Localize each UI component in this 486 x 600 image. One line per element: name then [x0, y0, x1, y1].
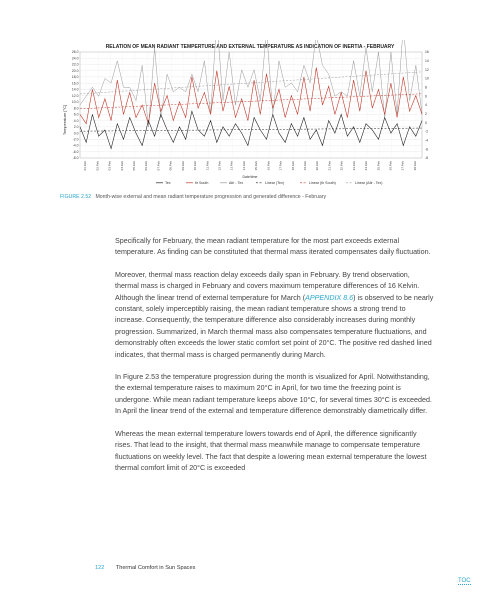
legend-label: Linear (Δtlr - Tex) — [355, 181, 383, 185]
x-axis-label: Date/time — [242, 175, 258, 179]
x-tick-label: 26.Feb — [388, 161, 393, 171]
y2-tick-label: 14 — [425, 59, 429, 64]
paragraph-2-part-b: ) is observed to be nearly constant, solely imperceptibly raising, the mean radiant temperature shows a strong trend to increase. Consequently, the temperature difference also considerably increases during monthly progression. Summarized, in March thermal mass also compensates temperature fluctuations, and demonstrably often exceeds the lower static comfort set point of 20°C. The positive red dashed lined indicates, that thermal mass is charged permanently during March. — [115, 293, 434, 359]
toc-link[interactable]: TOC — [458, 578, 471, 584]
x-tick-label: 20.Feb — [315, 161, 320, 171]
x-tick-label: 06.Feb — [144, 161, 149, 171]
y-axis-ticks — [72, 50, 79, 160]
temperature-chart — [60, 40, 440, 190]
y-tick-label: 20.0 — [71, 68, 79, 73]
y-tick-label: 6.0 — [73, 112, 79, 117]
x-tick-label: 08.Feb — [168, 161, 173, 171]
x-tick-label: 13.Feb — [229, 161, 234, 171]
paragraph-3: In Figure 2.53 the temperature progression during the month is visualized for April. Notwithstanding, the external temperature raises to maximum 20°C in April, for two time the freezing point is undergone. While mean radiant temperature keeps above 10°C, for several times 30°C is exceeded. In April the linear trend of the external and temperature difference demonstrably diametrically differ. — [115, 373, 432, 416]
y2-tick-label: 6 — [425, 94, 427, 99]
chart-legend — [156, 181, 383, 185]
y2-tick-label: 8 — [425, 85, 427, 90]
x-tick-label: 25.Feb — [376, 161, 381, 171]
paragraph-1: Specifically for February, the mean radiant temperature for the most part exceeds external temperature. As finding can be constituted that thermal mass iterated compensates daily fluctuation. — [115, 237, 431, 257]
x-tick-label: 02.Feb — [95, 161, 100, 171]
y2-tick-label: -2 — [425, 129, 429, 134]
chart-grid — [80, 52, 422, 158]
paragraph-2-part-a: Moreover, thermal mass reaction delay exceeds daily span in February. By trend observation, thermal mass is charged in February and covers maximum temperature differences of 16 Kelvin. Although the linear trend of external temperature for March ( — [115, 270, 420, 302]
y2-axis-ticks — [425, 50, 429, 160]
x-tick-label: 05.Feb — [131, 161, 136, 171]
y-axis-label: Temperature [°C] — [62, 104, 67, 136]
legend-label: Tex — [165, 181, 171, 185]
y2-tick-label: -4 — [425, 138, 429, 143]
chart-series — [80, 40, 422, 149]
legend-label: Δtlr - Tex — [229, 181, 244, 185]
page-number: 122 — [95, 565, 105, 571]
y-tick-label: 16.0 — [71, 81, 79, 86]
x-tick-label: 09.Feb — [180, 161, 185, 171]
x-tick-label: 28.Feb — [412, 161, 417, 171]
chart-title: RELATION OF MEAN RADIANT TEMPERTURE AND EXTERNAL TEMPERATURE AS INDICATION OF INERTIA - FEBRUARY — [105, 44, 395, 50]
body-text — [115, 236, 435, 485]
x-tick-label: 19.Feb — [302, 161, 307, 171]
y-tick-label: 26.0 — [71, 50, 79, 55]
y-tick-label: 14.0 — [71, 87, 79, 92]
paragraph-4: Whereas the mean external temperature lowers towards end of April, the difference significantly rises. That lead to the insight, that thermal mass meanwhile manage to compensate temperature fluctuations on weekly level. The fact that despite a lowering mean external temperature the lowest thermal comfort limit of 20°C is exceeded — [115, 429, 427, 472]
legend-label: tlr South — [195, 181, 209, 185]
x-tick-label: 22.Feb — [339, 161, 344, 171]
y-tick-label: -4.0 — [72, 143, 79, 148]
y2-tick-label: 10 — [425, 76, 429, 81]
legend-label: Linear (Tex) — [265, 181, 284, 185]
series-line-2 — [80, 40, 422, 127]
y-tick-label: 0.0 — [73, 131, 79, 136]
x-tick-label: 27.Feb — [400, 161, 405, 171]
page-footer — [95, 565, 195, 571]
y2-tick-label: 4 — [425, 103, 427, 108]
y-tick-label: 12.0 — [71, 93, 79, 98]
plot-frame — [80, 52, 422, 158]
x-tick-label: 16.Feb — [266, 161, 271, 171]
legend-label: Linear (tlr South) — [309, 181, 336, 185]
y2-tick-label: -8 — [425, 156, 429, 161]
x-tick-label: 11.Feb — [205, 161, 210, 171]
x-tick-label: 17.Feb — [278, 161, 283, 171]
y2-tick-label: -6 — [425, 147, 429, 152]
appendix-link[interactable]: APPENDIX 8.6 — [305, 293, 354, 302]
paragraph-2 — [115, 270, 435, 361]
figure-caption — [60, 194, 440, 200]
figure-caption-text: Month-wise external and mean radiant temperature progression and generated difference - February — [95, 194, 327, 200]
x-tick-label: 04.Feb — [119, 161, 124, 171]
y-tick-label: 8.0 — [73, 106, 79, 111]
x-tick-label: 14.Feb — [241, 161, 246, 171]
y-tick-label: 4.0 — [73, 118, 79, 123]
y-tick-label: -8.0 — [72, 156, 79, 161]
x-tick-label: 24.Feb — [364, 161, 369, 171]
y-tick-label: -2.0 — [72, 137, 79, 142]
x-tick-label: 07.Feb — [156, 161, 161, 171]
y-tick-label: 18.0 — [71, 75, 79, 80]
y-tick-label: 2.0 — [73, 125, 79, 130]
x-tick-label: 18.Feb — [290, 161, 295, 171]
x-tick-label: 01.Feb — [83, 161, 88, 171]
x-tick-label: 23.Feb — [351, 161, 356, 171]
series-line-0 — [80, 111, 422, 148]
x-tick-label: 10.Feb — [193, 161, 198, 171]
x-tick-label: 03.Feb — [107, 161, 112, 171]
y2-tick-label: 0 — [425, 120, 427, 125]
x-tick-label: 21.Feb — [327, 161, 332, 171]
y2-tick-label: 16 — [425, 50, 429, 55]
section-title: Thermal Comfort in Sun Spaces — [115, 565, 196, 571]
x-tick-label: 12.Feb — [217, 161, 222, 171]
y2-tick-label: 12 — [425, 67, 429, 72]
y-tick-label: 10.0 — [71, 100, 79, 105]
y-tick-label: 22.0 — [71, 62, 79, 67]
y-tick-label: 24.0 — [71, 56, 79, 61]
x-axis-ticks — [83, 161, 417, 171]
figure-number: FIGURE 2.52 — [60, 194, 92, 200]
x-tick-label: 15.Feb — [254, 161, 259, 171]
y-tick-label: -6.0 — [72, 149, 79, 154]
y2-tick-label: 2 — [425, 112, 427, 117]
